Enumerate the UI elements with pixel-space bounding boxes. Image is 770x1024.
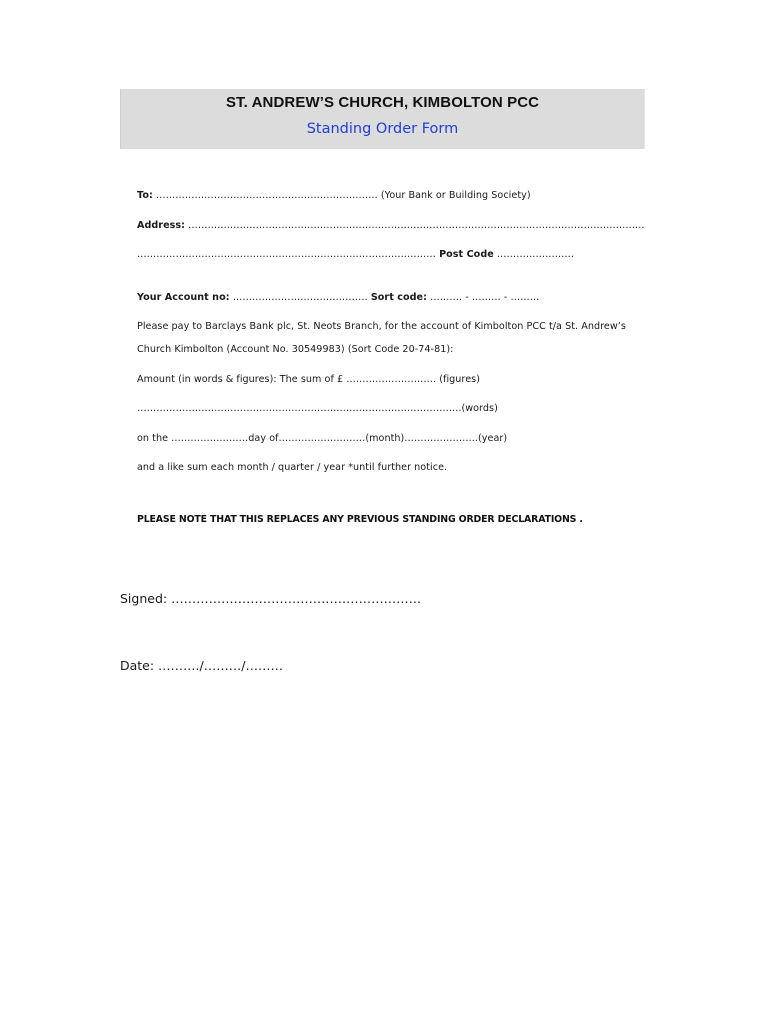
address-field-2: ………………………………………………………………………………… [137, 249, 436, 260]
signature-line: Signed: …………………………………………………… [120, 591, 422, 606]
to-label: To: [137, 190, 153, 201]
amount-line: Amount (in words & figures): The sum of £ ………………………. (figures) [137, 374, 481, 385]
sort-code-field: ………. - ……… - ……… [430, 292, 540, 303]
address-field: ……………………………………………………………………………………………………………………………. [188, 220, 645, 231]
sort-code-label: Sort code: [370, 292, 427, 303]
frequency-line: and a like sum each month / quarter / year *until further notice. [137, 462, 448, 473]
address-label: Address: [137, 220, 186, 231]
bank-hint: (Your Bank or Building Society) [380, 190, 531, 201]
form-title: Standing Order Form [306, 121, 459, 137]
bank-name-field: …………………………………………………………… [155, 190, 378, 201]
amount-words-line: ………………………………………………………………………………………..(words) [137, 403, 498, 414]
replacement-notice: PLEASE NOTE THAT THIS REPLACES ANY PREVIOUS STANDING ORDER DECLARATIONS . [137, 514, 583, 525]
address-line [137, 220, 645, 231]
form-header [120, 89, 645, 149]
postcode-label: Post Code [439, 249, 494, 260]
pay-instruction-line-2: Church Kimbolton (Account No. 30549983) (Sort Code 20-74-81): [137, 344, 454, 355]
organisation-title: ST. ANDREW’S CHURCH, KIMBOLTON PCC [225, 94, 540, 111]
postcode-field: …………………… [496, 249, 575, 260]
bank-to-line [137, 190, 531, 201]
account-line [137, 292, 539, 303]
account-label: Your Account no: [137, 292, 230, 303]
start-date-line: on the ……………………day of………………………(month)…………………..(year) [137, 433, 508, 444]
postcode-line [137, 249, 574, 260]
date-signed-line: Date: ………./………/……… [120, 658, 283, 673]
account-number-field: …………………………………… [232, 292, 368, 303]
pay-instruction-line-1: Please pay to Barclays Bank plc, St. Neots Branch, for the account of Kimbolton PCC t/a St. Andrew’s [137, 321, 626, 332]
